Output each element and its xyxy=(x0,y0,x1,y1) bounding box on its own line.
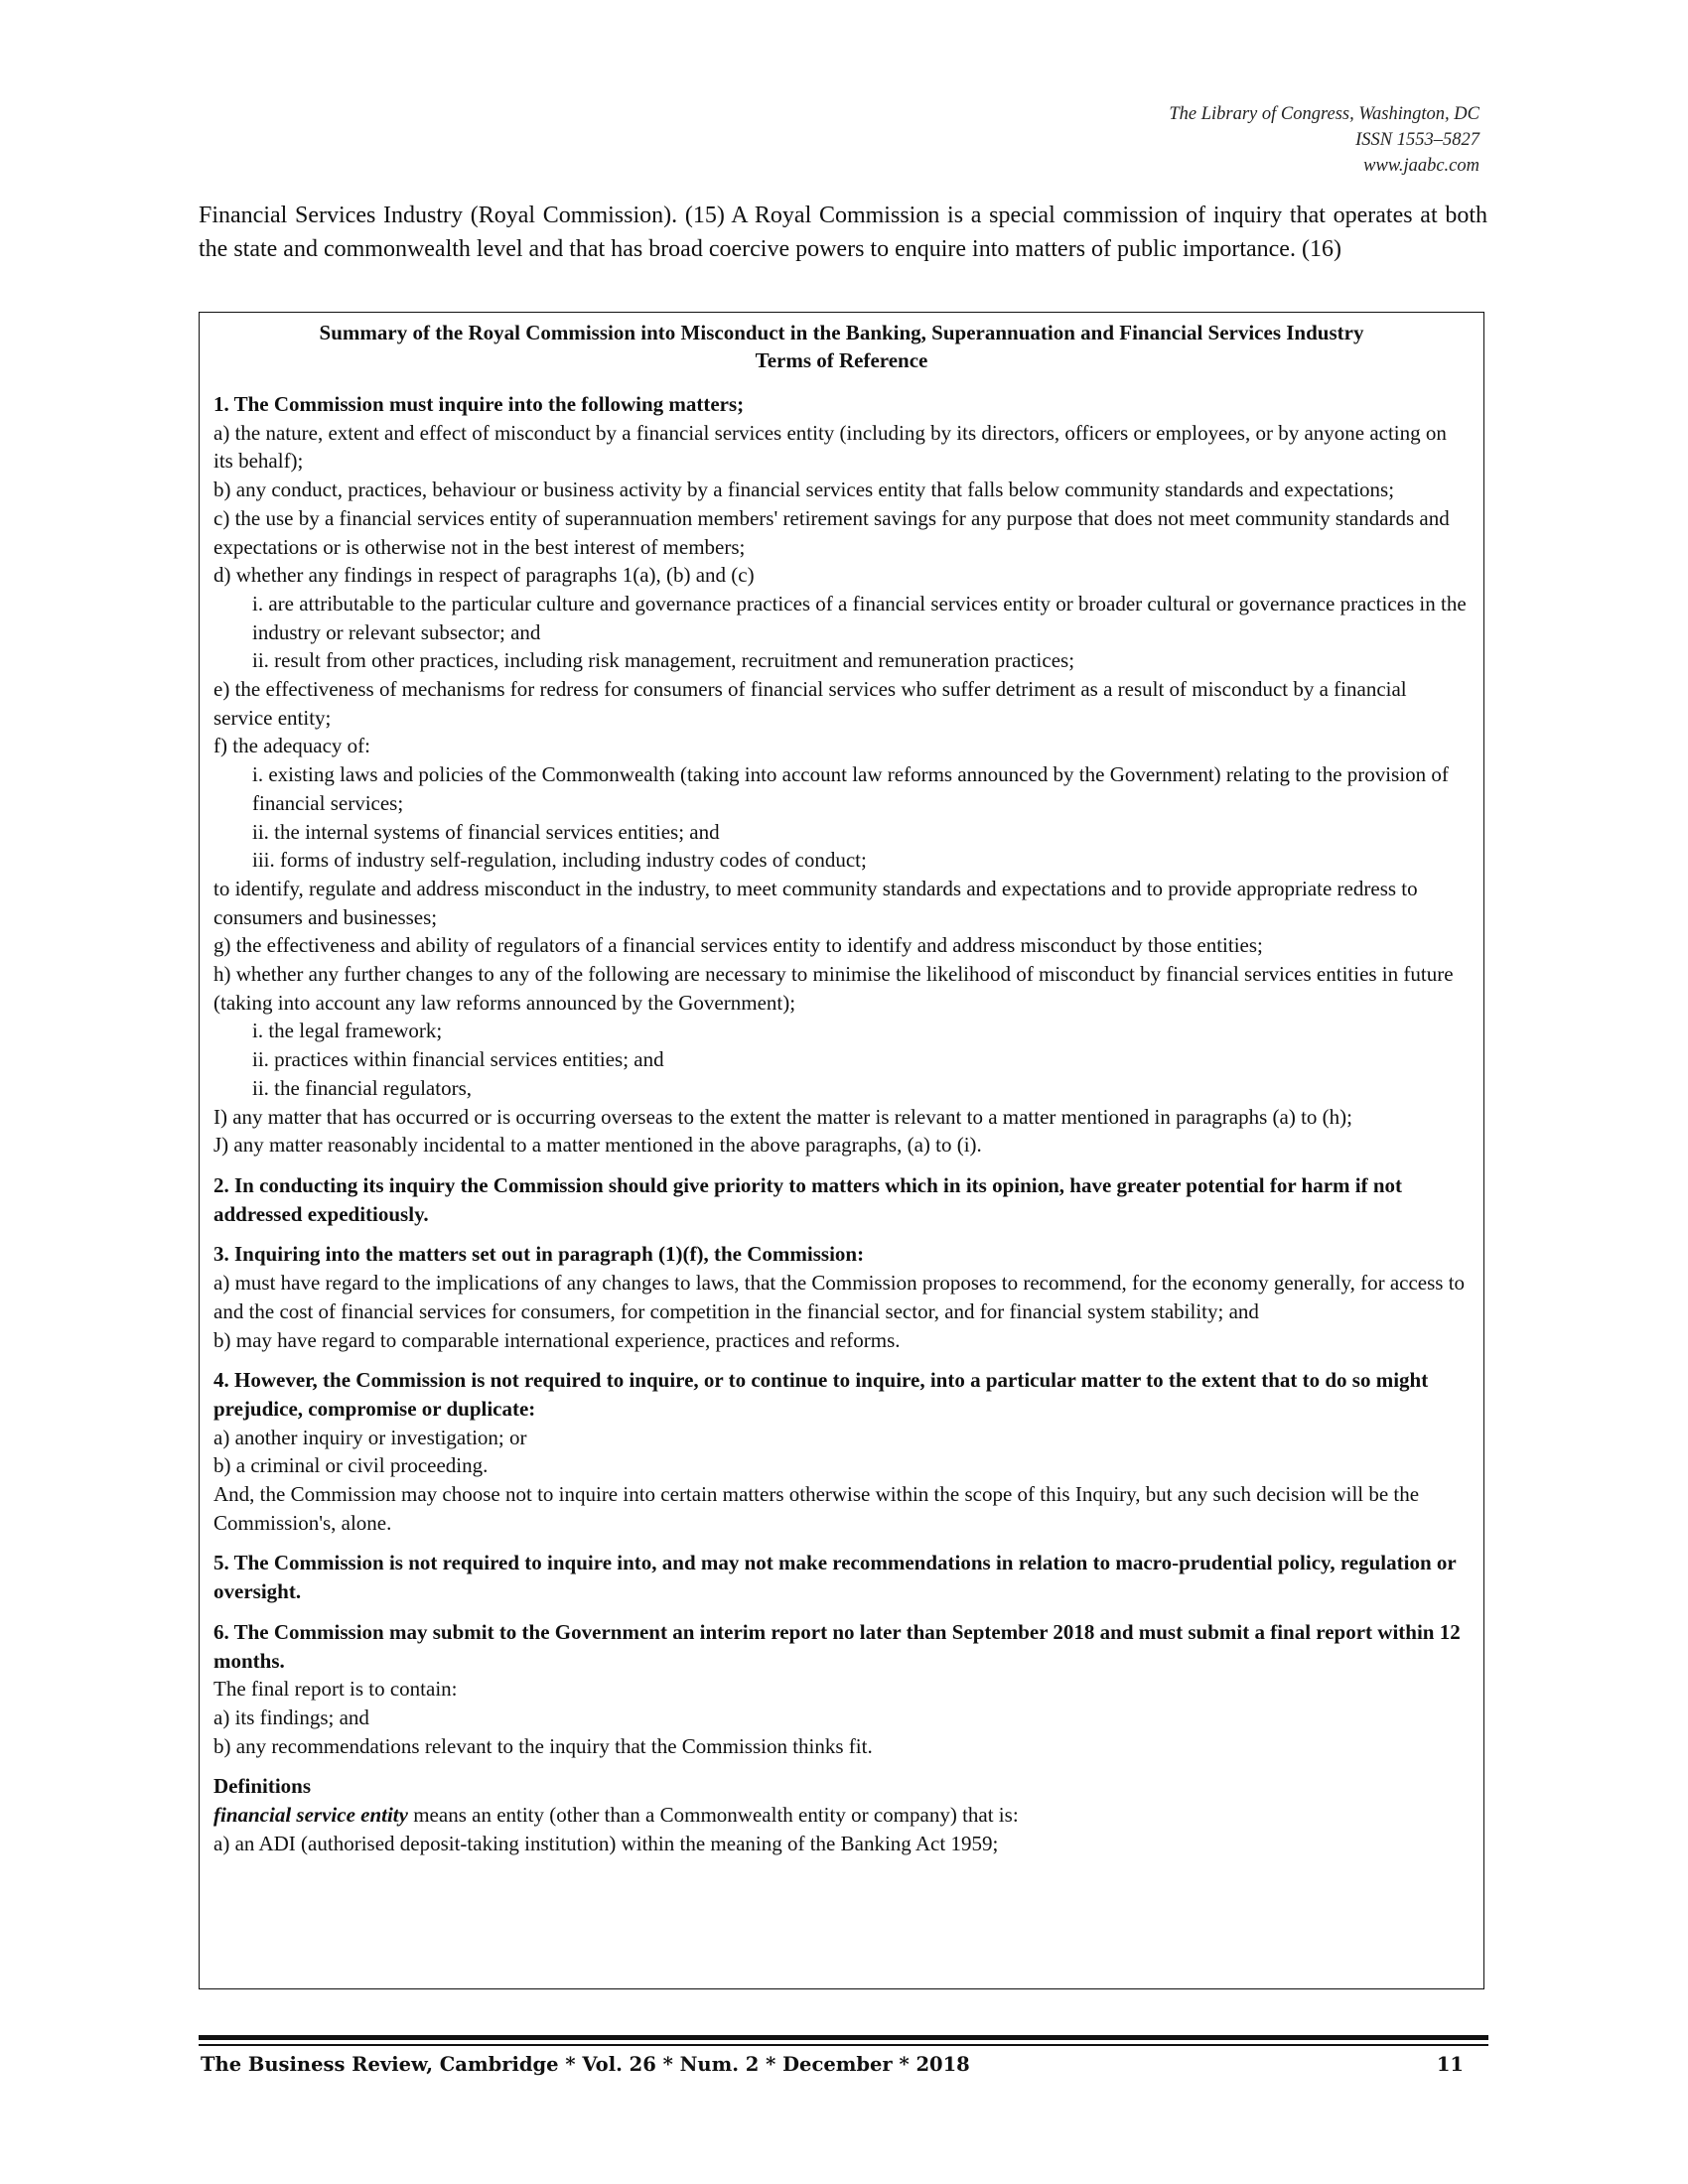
section-6-intro: The final report is to contain: xyxy=(213,1677,458,1702)
header-issn: ISSN 1553–5827 xyxy=(1355,130,1479,150)
section-1-item-i: I) any matter that has occurred or is occurring overseas to the extent the matter is relevant to a matter mentioned in paragraphs (a) to (h); xyxy=(213,1104,1352,1129)
section-6-item-b: b) any recommendations relevant to the inquiry that the Commission thinks fit. xyxy=(213,1733,873,1758)
box-subtitle: Terms of Reference xyxy=(755,348,928,372)
section-1-item-j: J) any matter reasonably incidental to a matter mentioned in the above paragraphs, (a) to (i). xyxy=(213,1133,982,1158)
section-4-item-b: b) a criminal or civil proceeding. xyxy=(213,1453,489,1478)
section-6 xyxy=(213,1618,1470,1761)
header-website: www.jaabc.com xyxy=(1363,156,1479,176)
section-1-item-h-i: i. the legal framework; xyxy=(252,1019,443,1043)
section-1-item-h: h) whether any further changes to any of the following are necessary to minimise the likelihood of misconduct by financial services entities in future (taking into account any law reforms announced by the Government); xyxy=(213,962,1454,1015)
section-4-item-a: a) another inquiry or investigation; or xyxy=(213,1425,527,1449)
section-1-heading: 1. The Commission must inquire into the following matters; xyxy=(213,392,745,416)
section-2 xyxy=(213,1171,1470,1228)
section-1 xyxy=(213,390,1470,1160)
terms-of-reference-box xyxy=(199,312,1484,1989)
section-1-item-b: b) any conduct, practices, behaviour or business activity by a financial services entity that falls below community standards and expectations; xyxy=(213,478,1395,502)
section-1-item-h-ii: ii. practices within financial services entities; and xyxy=(252,1047,664,1072)
section-4 xyxy=(213,1366,1470,1537)
section-1-item-d-i: i. are attributable to the particular culture and governance practices of a financial services entity or broader cultural or governance practices in the industry or relevant subsector; and xyxy=(252,591,1467,644)
section-1-item-c: c) the use by a financial services entity of superannuation members' retirement savings for any purpose that does not meet community standards and expectations or is otherwise not in the best interest of members; xyxy=(213,505,1450,559)
section-6-heading: 6. The Commission may submit to the Government an interim report no later than September 2018 and must submit a final report within 12 months. xyxy=(213,1619,1461,1673)
definition-text: means an entity (other than a Commonwealth entity or company) that is: xyxy=(407,1803,1019,1828)
definition-financial-service-entity xyxy=(213,1801,1470,1830)
section-3-item-b: b) may have regard to comparable international experience, practices and reforms. xyxy=(213,1327,901,1352)
section-4-tail: And, the Commission may choose not to inquire into certain matters otherwise within the scope of this Inquiry, but any such decision will be the Commission's, alone. xyxy=(213,1482,1420,1535)
section-1-item-a: a) the nature, extent and effect of misconduct by a financial services entity (including by its directors, officers or employees, or by anyone acting on its behalf); xyxy=(213,420,1447,474)
footer-rule-thin xyxy=(199,2044,1488,2046)
section-1-item-g: g) the effectiveness and ability of regulators of a financial services entity to identify and address misconduct by those entities; xyxy=(213,933,1263,958)
section-2-heading: 2. In conducting its inquiry the Commission should give priority to matters which in its opinion, have greater potential for harm if not addressed expeditiously. xyxy=(213,1172,1403,1226)
section-1-item-f-i: i. existing laws and policies of the Commonwealth (taking into account law reforms announced by the Government) relating to the provision of financial services; xyxy=(252,762,1449,815)
footer-rule-thick xyxy=(199,2035,1488,2040)
definitions-heading: Definitions xyxy=(213,1774,312,1799)
section-1-item-f-tail: to identify, regulate and address misconduct in the industry, to meet community standards and expectations and to provide appropriate redress to consumers and businesses; xyxy=(213,876,1418,929)
section-5 xyxy=(213,1549,1470,1605)
defined-term: financial service entity xyxy=(213,1803,408,1828)
header-library: The Library of Congress, Washington, DC xyxy=(1169,104,1479,124)
section-3 xyxy=(213,1240,1470,1354)
section-1-item-f-iii: iii. forms of industry self-regulation, including industry codes of conduct; xyxy=(252,848,867,873)
section-1-item-d: d) whether any findings in respect of paragraphs 1(a), (b) and (c) xyxy=(213,563,755,588)
footer-journal: The Business Review, Cambridge * Vol. 26 * Num. 2 * December * 2018 xyxy=(201,2053,970,2076)
section-6-item-a: a) its findings; and xyxy=(213,1705,369,1729)
intro-paragraph: Financial Services Industry (Royal Commission). (15) A Royal Commission is a special commission of inquiry that operates at both the state and commonwealth level and that has broad coercive powers to enquire into matters of public importance. (16) xyxy=(199,203,1487,262)
section-1-item-e: e) the effectiveness of mechanisms for redress for consumers of financial services who suffer detriment as a result of misconduct by a financial service entity; xyxy=(213,677,1407,730)
section-3-heading: 3. Inquiring into the matters set out in paragraph (1)(f), the Commission: xyxy=(213,1242,865,1267)
section-1-item-f: f) the adequacy of: xyxy=(213,734,371,758)
section-4-heading: 4. However, the Commission is not required to inquire, or to continue to inquire, into a particular matter to the extent that to do so might prejudice, compromise or duplicate: xyxy=(213,1368,1429,1421)
definitions-section xyxy=(213,1772,1470,1857)
definition-item-a: a) an ADI (authorised deposit-taking institution) within the meaning of the Banking Act 1959; xyxy=(213,1831,999,1855)
section-1-item-d-ii: ii. result from other practices, including risk management, recruitment and remuneration practices; xyxy=(252,648,1075,673)
section-5-heading: 5. The Commission is not required to inquire into, and may not make recommendations in relation to macro-prudential policy, regulation or oversight. xyxy=(213,1551,1457,1604)
page-number: 11 xyxy=(1436,2053,1464,2076)
section-1-item-f-ii: ii. the internal systems of financial services entities; and xyxy=(252,819,720,844)
box-title: Summary of the Royal Commission into Misconduct in the Banking, Superannuation and Financial Services Industry xyxy=(319,321,1364,344)
running-header xyxy=(1169,101,1479,179)
section-3-item-a: a) must have regard to the implications of any changes to laws, that the Commission proposes to recommend, for the economy generally, for access to and the cost of financial services for consumers, for competition in the financial sector, and for financial system stability; and xyxy=(213,1271,1466,1323)
section-1-item-h-iii: ii. the financial regulators, xyxy=(252,1075,473,1100)
